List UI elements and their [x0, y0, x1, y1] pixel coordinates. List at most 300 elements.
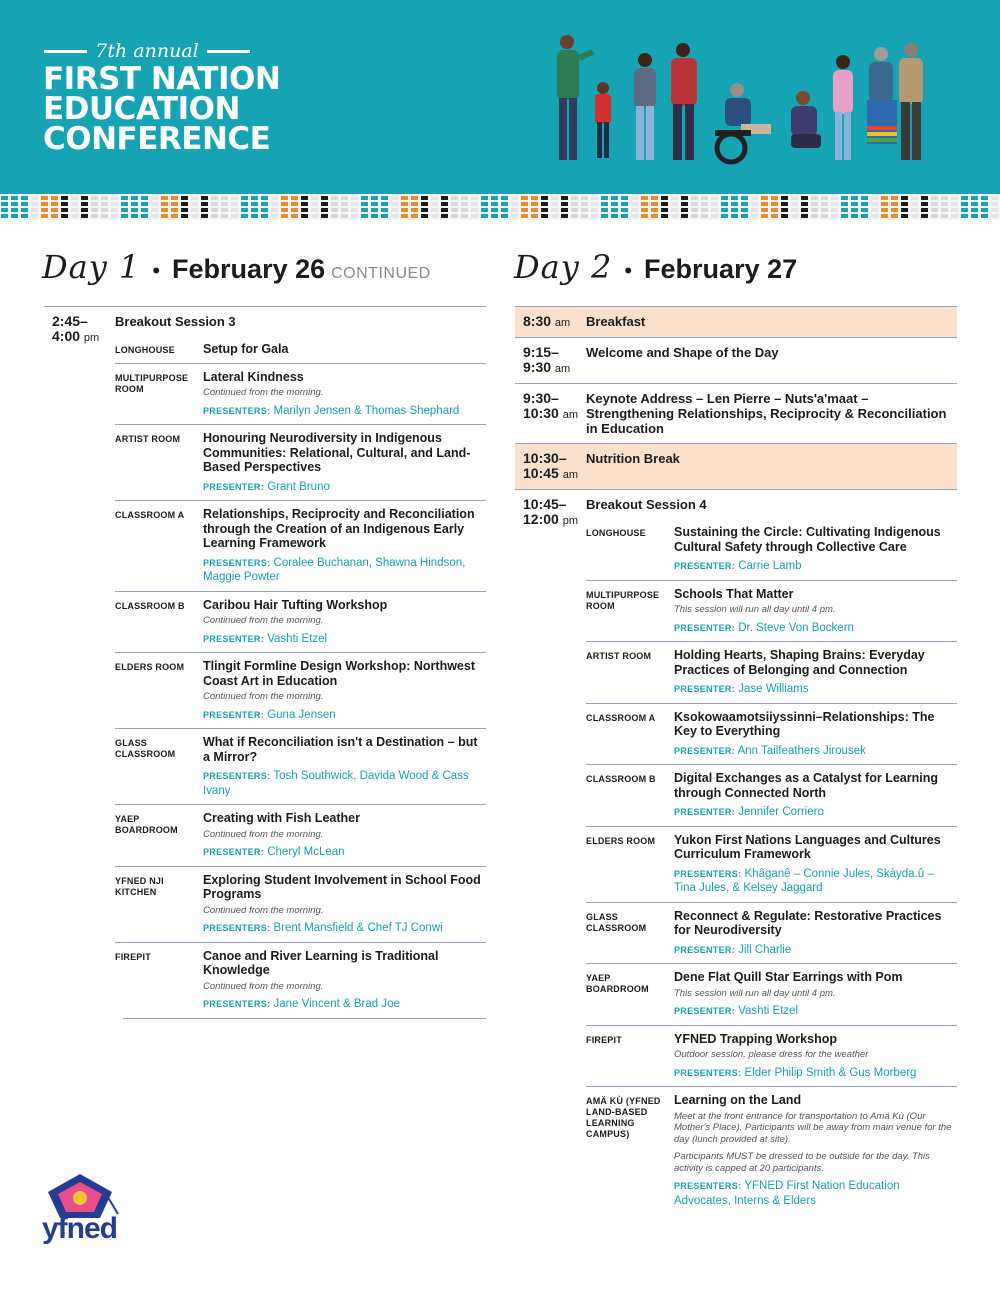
- bead: [221, 208, 228, 212]
- bead: [181, 196, 188, 200]
- bead: [741, 196, 748, 200]
- bead: [711, 196, 718, 200]
- session-info: [203, 949, 486, 1012]
- bead: [271, 196, 278, 200]
- bead: [761, 214, 768, 218]
- bead: [841, 208, 848, 212]
- bead: [291, 208, 298, 212]
- bead: [361, 202, 368, 206]
- presenter-names: Vashti Etzel: [738, 1005, 799, 1017]
- bead: [421, 202, 428, 206]
- bead: [901, 208, 908, 212]
- session-title: Nutrition Break: [586, 451, 680, 466]
- bead: [381, 202, 388, 206]
- session-title: Yukon First Nations Languages and Cultures Curriculum Framework: [674, 832, 941, 861]
- bead: [691, 202, 698, 206]
- bead: [301, 214, 308, 218]
- bead: [721, 208, 728, 212]
- bead: [651, 208, 658, 212]
- bead: [131, 208, 138, 212]
- time-ampm: am: [554, 363, 571, 375]
- presenters: [674, 682, 957, 697]
- bead: [821, 208, 828, 212]
- bead: [351, 208, 358, 212]
- bead: [131, 202, 138, 206]
- bead: [551, 196, 558, 200]
- presenter-label: PRESENTER:: [203, 481, 265, 492]
- time-cell: [515, 307, 586, 337]
- bead: [991, 208, 998, 212]
- presenters: [203, 480, 486, 495]
- session-info: [674, 648, 957, 697]
- bead: [681, 196, 688, 200]
- bead: [961, 202, 968, 206]
- session-title: YFNED Trapping Workshop: [674, 1031, 837, 1046]
- time-start: [523, 314, 586, 331]
- bead: [871, 196, 878, 200]
- presenters: [203, 556, 486, 585]
- bead: [1, 202, 8, 206]
- bead: [961, 214, 968, 218]
- bead: [121, 208, 128, 212]
- bead: [31, 196, 38, 200]
- bead: [411, 214, 418, 218]
- bead: [411, 202, 418, 206]
- bead: [331, 196, 338, 200]
- day2-separator: •: [624, 258, 633, 283]
- session-note: Continued from the morning.: [203, 691, 324, 702]
- bead: [161, 208, 168, 212]
- bead: [231, 196, 238, 200]
- bead: [271, 202, 278, 206]
- bead: [811, 202, 818, 206]
- bead: [11, 202, 18, 206]
- time-end-line: [523, 466, 586, 483]
- bead: [711, 202, 718, 206]
- bead: [91, 202, 98, 206]
- day1-breakout-block: [44, 306, 486, 1018]
- bead: [701, 202, 708, 206]
- bead: [781, 196, 788, 200]
- bead: [731, 214, 738, 218]
- session-info: [674, 525, 957, 574]
- bead: [861, 214, 868, 218]
- bead: [871, 202, 878, 206]
- bead: [391, 214, 398, 218]
- day1-schedule: [44, 306, 486, 1019]
- bead: [361, 196, 368, 200]
- bead: [791, 202, 798, 206]
- bead: [31, 208, 38, 212]
- session-row: [586, 764, 957, 826]
- session-info: [203, 873, 486, 936]
- room-name: LONGHOUSE: [115, 345, 175, 355]
- bead: [481, 208, 488, 212]
- bead: [601, 196, 608, 200]
- bead: [651, 202, 658, 206]
- bead: [371, 202, 378, 206]
- presenters: [674, 805, 957, 820]
- bead: [621, 196, 628, 200]
- presenter-names: Cheryl McLean: [267, 846, 345, 858]
- bead: [511, 208, 518, 212]
- bead: [801, 208, 808, 212]
- presenter-names: Khâganê – Connie Jules, Skàyda.û – Tina Jules, & Kelsey Jaggard: [674, 867, 934, 894]
- bead: [1, 208, 8, 212]
- session-note: Continued from the morning.: [203, 615, 324, 626]
- bead: [111, 214, 118, 218]
- bead: [851, 196, 858, 200]
- presenter-names: Dr. Steve Von Bockern: [738, 621, 854, 634]
- presenters: [203, 708, 486, 723]
- bead: [141, 208, 148, 212]
- presenter-names: Guna Jensen: [267, 708, 336, 721]
- session-info: [203, 342, 486, 357]
- header-banner: [0, 0, 1000, 194]
- bead: [431, 202, 438, 206]
- bead: [261, 208, 268, 212]
- bead: [431, 196, 438, 200]
- presenters: [203, 921, 486, 936]
- bead: [601, 208, 608, 212]
- schedule-block: [515, 306, 957, 337]
- bead: [371, 214, 378, 218]
- bead: [241, 202, 248, 206]
- day1-date: February 26: [172, 254, 326, 284]
- bead: [981, 196, 988, 200]
- bead: [371, 196, 378, 200]
- session-info: [203, 370, 486, 419]
- bead: [881, 214, 888, 218]
- bead: [881, 202, 888, 206]
- room-name: ARTIST ROOM: [115, 434, 181, 444]
- bead: [331, 214, 338, 218]
- bead: [501, 196, 508, 200]
- bead: [801, 196, 808, 200]
- yfned-logo-text: yfned: [42, 1212, 118, 1245]
- bead: [471, 214, 478, 218]
- bead: [441, 202, 448, 206]
- presenter-names: Ann Tailfeathers Jirousek: [737, 744, 866, 757]
- bead: [831, 208, 838, 212]
- bead: [411, 208, 418, 212]
- bead: [121, 214, 128, 218]
- session-note: Participants MUST be dressed to be outside for the day. This activity is capped at 20 participants.: [674, 1151, 930, 1174]
- bead: [111, 208, 118, 212]
- room-name: YAEP BOARDROOM: [115, 814, 178, 835]
- bead: [971, 214, 978, 218]
- bead: [291, 202, 298, 206]
- divider: [44, 50, 87, 53]
- presenter-label: PRESENTER:: [203, 709, 265, 720]
- bead: [821, 214, 828, 218]
- bead: [781, 202, 788, 206]
- day2-breakout-block: [515, 489, 957, 1214]
- bead: [321, 196, 328, 200]
- bead: [941, 196, 948, 200]
- session-title: Setup for Gala: [203, 342, 289, 356]
- session-title: Relationships, Reciprocity and Reconciliation through the Creation of an Indigenous Early Learning Framework: [203, 507, 475, 550]
- bead: [841, 196, 848, 200]
- bead: [621, 202, 628, 206]
- bead: [571, 202, 578, 206]
- bead: [591, 196, 598, 200]
- bead: [911, 196, 918, 200]
- bead: [341, 202, 348, 206]
- bead: [991, 202, 998, 206]
- bead: [51, 214, 58, 218]
- bead: [541, 196, 548, 200]
- bead: [651, 196, 658, 200]
- day2-label: Day 2: [514, 248, 613, 286]
- title-line-3: CONFERENCE: [43, 121, 271, 157]
- time-start: 8:30: [523, 313, 552, 329]
- bead: [841, 202, 848, 206]
- bead: [691, 214, 698, 218]
- session-title: Welcome and Shape of the Day: [586, 345, 779, 360]
- presenter-names: Elder Philip Smith & Gus Morberg: [744, 1066, 917, 1079]
- bead: [241, 214, 248, 218]
- bead: [571, 208, 578, 212]
- bead: [531, 214, 538, 218]
- bead: [101, 208, 108, 212]
- bead: [451, 196, 458, 200]
- bead: [401, 196, 408, 200]
- bead: [551, 214, 558, 218]
- bead: [81, 196, 88, 200]
- time-cell: [515, 490, 586, 1214]
- presenter-label: PRESENTER:: [674, 807, 736, 817]
- bead: [911, 208, 918, 212]
- bead: [131, 214, 138, 218]
- day1-label: Day 1: [42, 248, 141, 286]
- bead: [351, 214, 358, 218]
- bead: [561, 202, 568, 206]
- bead: [951, 214, 958, 218]
- session-title: Breakfast: [586, 314, 646, 329]
- bead: [241, 208, 248, 212]
- bead: [181, 202, 188, 206]
- room-name: FIREPIT: [115, 951, 151, 962]
- bead: [251, 196, 258, 200]
- bead: [581, 202, 588, 206]
- session-info: [203, 659, 486, 722]
- bead: [641, 202, 648, 206]
- bead: [661, 196, 668, 200]
- bead: [211, 202, 218, 206]
- presenter-names: Grant Bruno: [267, 480, 330, 493]
- room-name: MULTIPURPOSE ROOM: [115, 372, 189, 394]
- session-title: Lateral Kindness: [203, 369, 304, 384]
- session-row: [586, 519, 957, 580]
- presenters: [674, 559, 957, 574]
- bead: [831, 196, 838, 200]
- bead: [821, 196, 828, 200]
- time-end: 10:30: [523, 405, 559, 421]
- time-start: 10:45–: [523, 496, 567, 512]
- bead: [591, 208, 598, 212]
- bead: [211, 208, 218, 212]
- bead: [891, 202, 898, 206]
- bead: [311, 202, 318, 206]
- bead: [671, 214, 678, 218]
- bead: [391, 196, 398, 200]
- session-info: [674, 771, 957, 820]
- bead: [351, 202, 358, 206]
- bead: [71, 196, 78, 200]
- bead: [411, 196, 418, 200]
- day1-heading: [42, 248, 431, 286]
- session-info: [203, 598, 486, 647]
- session-title: Canoe and River Learning is Traditional Knowledge: [203, 948, 439, 977]
- bead: [921, 196, 928, 200]
- bead: [241, 196, 248, 200]
- bead: [631, 196, 638, 200]
- bead: [961, 208, 968, 212]
- bead: [341, 196, 348, 200]
- presenters: [203, 404, 486, 419]
- bead: [931, 214, 938, 218]
- time-ampm: am: [554, 317, 571, 329]
- bead: [301, 202, 308, 206]
- session-row: [115, 500, 486, 591]
- presenters: [674, 621, 957, 636]
- bead: [201, 196, 208, 200]
- bead: [721, 202, 728, 206]
- bead: [391, 202, 398, 206]
- bead: [751, 208, 758, 212]
- presenter-names: Jane Vincent & Brad Joe: [273, 998, 400, 1010]
- bead: [51, 202, 58, 206]
- bead: [301, 208, 308, 212]
- session-row: [586, 1025, 957, 1087]
- bead: [901, 214, 908, 218]
- bead: [891, 214, 898, 218]
- time-end: 9:30: [523, 359, 552, 375]
- time-end: 10:45: [523, 465, 559, 481]
- bead: [751, 214, 758, 218]
- session-title: Reconnect & Regulate: Restorative Practices for Neurodiversity: [674, 908, 942, 937]
- presenters: [203, 845, 486, 860]
- presenters: [674, 1066, 957, 1081]
- bead: [191, 202, 198, 206]
- bead: [531, 196, 538, 200]
- bead: [771, 208, 778, 212]
- bead: [321, 214, 328, 218]
- bead: [691, 208, 698, 212]
- bead: [661, 214, 668, 218]
- presenter-names: Jase Williams: [738, 683, 809, 695]
- session-row: [115, 866, 486, 942]
- session-rows: [586, 519, 957, 1214]
- bead: [121, 196, 128, 200]
- annual-label: [44, 40, 250, 62]
- room-name: ARTIST ROOM: [586, 651, 652, 661]
- session-row: [115, 804, 486, 866]
- session-rows: [115, 336, 486, 1018]
- presenter-label: PRESENTERS:: [203, 557, 271, 568]
- bead: [61, 208, 68, 212]
- room-name: YFNED NJI KITCHEN: [115, 875, 164, 897]
- bead: [561, 214, 568, 218]
- session-info: [674, 909, 957, 958]
- presenters: [674, 744, 957, 759]
- bead: [491, 202, 498, 206]
- session-info: [674, 833, 957, 896]
- bead: [281, 202, 288, 206]
- bead: [851, 214, 858, 218]
- time-ampm: pm: [562, 515, 578, 527]
- session-note: Continued from the morning.: [203, 980, 324, 992]
- bead: [491, 196, 498, 200]
- bead: [771, 196, 778, 200]
- bead: [931, 202, 938, 206]
- bead: [621, 214, 628, 218]
- bead: [641, 208, 648, 212]
- bead: [211, 214, 218, 218]
- presenter-label: PRESENTER:: [674, 944, 736, 955]
- bead: [21, 214, 28, 218]
- bead: [401, 208, 408, 212]
- bead: [1, 196, 8, 200]
- bead: [281, 208, 288, 212]
- bead: [731, 208, 738, 212]
- bead: [921, 208, 928, 212]
- presenter-label: PRESENTERS:: [674, 1067, 742, 1078]
- bead: [441, 214, 448, 218]
- bead: [481, 196, 488, 200]
- session-row: [586, 641, 957, 703]
- session-title: Keynote Address – Len Pierre – Nuts'a'maat – Strengthening Relationships, Reciprocity & Reconciliation in Education: [586, 391, 947, 436]
- bead: [851, 202, 858, 206]
- bead: [671, 208, 678, 212]
- bead: [931, 208, 938, 212]
- bead: [41, 196, 48, 200]
- bead: [161, 202, 168, 206]
- time-cell: [44, 307, 115, 1018]
- bead: [971, 196, 978, 200]
- bead: [321, 202, 328, 206]
- bead: [601, 202, 608, 206]
- bead: [581, 196, 588, 200]
- bead: [531, 208, 538, 212]
- session-title: Breakout Session 4: [586, 497, 707, 512]
- bead: [791, 214, 798, 218]
- room-name: CLASSROOM A: [586, 712, 656, 723]
- bead: [341, 208, 348, 212]
- bead: [281, 196, 288, 200]
- session-note: This session will run all day until 4 pm.: [674, 987, 836, 999]
- bead: [191, 208, 198, 212]
- session-row: [115, 591, 486, 653]
- title-line-2: EDUCATION: [43, 91, 240, 127]
- presenter-label: PRESENTER:: [674, 684, 736, 694]
- bead: [591, 202, 598, 206]
- room-name: GLASS CLASSROOM: [115, 738, 176, 759]
- bead: [961, 196, 968, 200]
- day1-separator: •: [152, 258, 161, 283]
- bead: [161, 196, 168, 200]
- bead: [311, 208, 318, 212]
- presenter-names: Coralee Buchanan, Shawna Hindson, Maggie Powter: [203, 556, 466, 583]
- session-row: [115, 942, 486, 1018]
- time-end: 4:00: [52, 328, 81, 344]
- session-title: Digital Exchanges as a Catalyst for Learning through Connected North: [674, 771, 938, 800]
- time-cell: [515, 384, 586, 443]
- bead: [671, 202, 678, 206]
- bead: [11, 208, 18, 212]
- presenter-label: PRESENTERS:: [203, 999, 271, 1009]
